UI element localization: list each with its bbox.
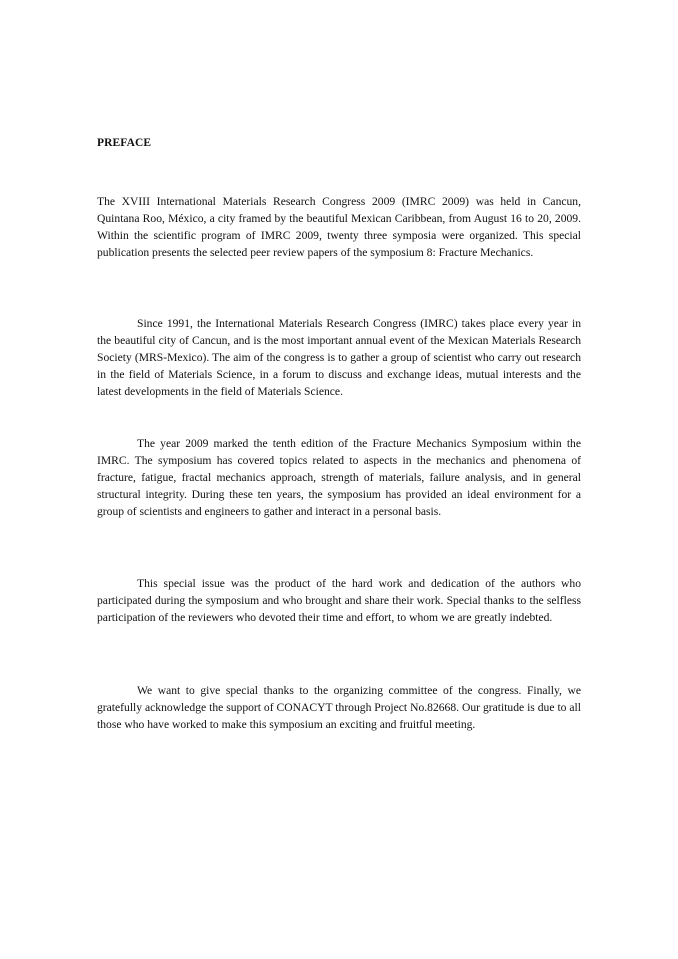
- paragraph-authors-thanks: This special issue was the product of the hard work and dedication of the authors who participated during the symposium and who brought and share their work. Special thanks to the selfless participation of the reviewers who devoted their time and effort, to whom we are greatly indebted.: [97, 577, 581, 624]
- paragraph-intro: The XVIII International Materials Research Congress 2009 (IMRC 2009) was held in Cancun, Quintana Roo, México, a city framed by the beautiful Mexican Caribbean, from August 16 to 20, 2009. Within the scientific program of IMRC 2009, twenty three symposia were organized. This special publication presents the selected peer review papers of the symposium 8: Fracture Mechanics.: [97, 195, 581, 259]
- paragraph-acknowledgements: We want to give special thanks to the organizing committee of the congress. Finally, we gratefully acknowledge the support of CONACYT through Project No.82668. Our gratitude is due to all those who have worked to make this symposium an exciting and fruitful meeting.: [97, 684, 581, 731]
- page-title: PREFACE: [97, 137, 152, 149]
- paragraph-imrc-history: Since 1991, the International Materials Research Congress (IMRC) takes place every year in the beautiful city of Cancun, and is the most important annual event of the Mexican Materials Research Society (MRS-Mexico). The aim of the congress is to gather a group of scientist who carry out research in the field of Materials Science, in a forum to discuss and exchange ideas, mutual interests and the latest developments in the field of Materials Science.: [97, 317, 581, 398]
- paragraph-symposium-topics: The year 2009 marked the tenth edition of the Fracture Mechanics Symposium within the IMRC. The symposium has covered topics related to aspects in the mechanics and phenomena of fracture, fatigue, fractal mechanics approach, strength of materials, failure analysis, and in general structural integrity. During these ten years, the symposium has provided an ideal environment for a group of scientists and engineers to gather and interact in a personal basis.: [97, 437, 581, 518]
